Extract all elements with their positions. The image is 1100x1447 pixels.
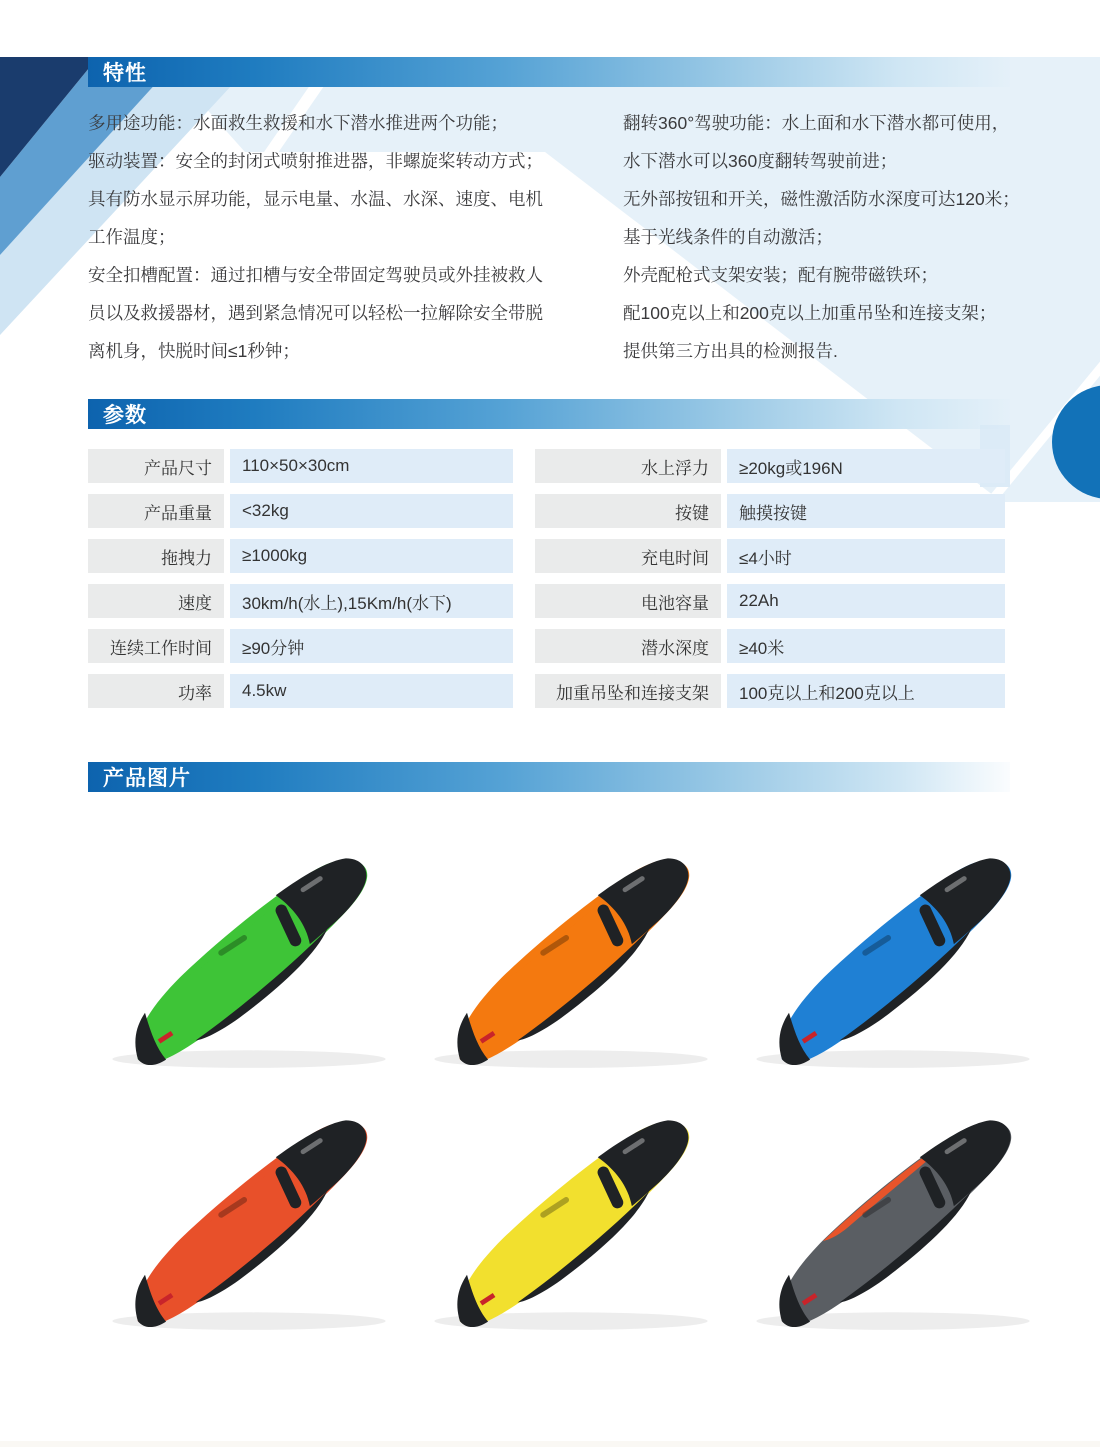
spec-table-right — [535, 449, 1005, 708]
feature-line: 水下潜水可以360度翻转驾驶前进； — [623, 151, 898, 171]
sea-scooter-illustration — [732, 842, 1054, 1082]
product-image-orange — [410, 838, 732, 1086]
feature-line: 提供第三方出具的检测报告. — [623, 341, 838, 361]
sea-scooter-illustration — [410, 1104, 732, 1344]
spec-label: 充电时间 — [535, 539, 721, 573]
spec-value: ≥1000kg — [230, 539, 513, 573]
sea-scooter-illustration — [88, 842, 410, 1082]
table-row — [88, 584, 513, 618]
spec-label: 产品尺寸 — [88, 449, 224, 483]
spec-table-left — [88, 449, 513, 708]
feature-line: 基于光线条件的自动激活； — [623, 227, 833, 247]
table-row — [535, 449, 1005, 483]
section-header-gallery — [88, 762, 1010, 792]
product-gallery — [88, 838, 1010, 1348]
table-row — [88, 629, 513, 663]
features-left-column — [88, 104, 575, 370]
table-row — [88, 449, 513, 483]
product-image-green — [88, 838, 410, 1086]
feature-line: 具有防水显示屏功能，显示电量、水温、水深、速度、电机 — [88, 189, 543, 209]
spec-label: 水上浮力 — [535, 449, 721, 483]
section-title-gallery: 产品图片 — [103, 767, 191, 790]
table-row — [535, 494, 1005, 528]
feature-line: 安全扣槽配置：通过扣槽与安全带固定驾驶员或外挂被救人 — [88, 265, 543, 285]
features-columns — [88, 104, 1020, 370]
section-header-features — [88, 57, 1010, 87]
product-image-blue — [732, 838, 1054, 1086]
spec-label: 速度 — [88, 584, 224, 618]
spec-tables — [88, 449, 1010, 708]
page-content — [0, 57, 1100, 1348]
feature-line: 离机身，快脱时间≤1秒钟； — [88, 341, 300, 361]
table-row — [88, 539, 513, 573]
feature-line: 工作温度； — [88, 227, 176, 247]
features-right-column — [623, 104, 1020, 370]
feature-line: 外壳配枪式支架安装；配有腕带磁铁环； — [623, 265, 938, 285]
product-image-yellow — [410, 1100, 732, 1348]
spec-value: ≥20kg或196N — [727, 449, 1005, 483]
product-image-gray — [732, 1100, 1054, 1348]
sea-scooter-illustration — [732, 1104, 1054, 1344]
spec-value: 100克以上和200克以上 — [727, 674, 1005, 708]
sea-scooter-illustration — [88, 1104, 410, 1344]
spec-value: ≥90分钟 — [230, 629, 513, 663]
feature-line: 员以及救援器材，遇到紧急情况可以轻松一拉解除安全带脱 — [88, 303, 543, 323]
table-row — [88, 494, 513, 528]
spec-value: 4.5kw — [230, 674, 513, 708]
table-row — [535, 539, 1005, 573]
section-title-features: 特性 — [103, 62, 147, 85]
spec-value: 触摸按键 — [727, 494, 1005, 528]
feature-line: 驱动装置：安全的封闭式喷射推进器，非螺旋桨转动方式； — [88, 151, 543, 171]
section-header-params — [88, 399, 1010, 429]
table-row — [535, 584, 1005, 618]
spec-label: 加重吊坠和连接支架 — [535, 674, 721, 708]
spec-value: ≤4小时 — [727, 539, 1005, 573]
table-row — [535, 674, 1005, 708]
spec-label: 拖拽力 — [88, 539, 224, 573]
feature-line: 翻转360°驾驶功能：水上面和水下潜水都可使用， — [623, 113, 1010, 133]
section-title-params: 参数 — [103, 404, 147, 427]
spec-value: 110×50×30cm — [230, 449, 513, 483]
decor-bottom-strip — [0, 1441, 1100, 1447]
feature-line: 无外部按钮和开关，磁性激活防水深度可达120米； — [623, 189, 1020, 209]
spec-value: ≥40米 — [727, 629, 1005, 663]
sea-scooter-illustration — [410, 842, 732, 1082]
spec-label: 产品重量 — [88, 494, 224, 528]
table-row — [88, 674, 513, 708]
spec-value: 22Ah — [727, 584, 1005, 618]
spec-value: <32kg — [230, 494, 513, 528]
spec-label: 功率 — [88, 674, 224, 708]
feature-line: 配100克以上和200克以上加重吊坠和连接支架； — [623, 303, 997, 323]
spec-label: 电池容量 — [535, 584, 721, 618]
spec-label: 连续工作时间 — [88, 629, 224, 663]
spec-label: 潜水深度 — [535, 629, 721, 663]
spec-label: 按键 — [535, 494, 721, 528]
spec-value: 30km/h(水上),15Km/h(水下) — [230, 584, 513, 618]
feature-line: 多用途功能：水面救生救援和水下潜水推进两个功能； — [88, 113, 508, 133]
table-row — [535, 629, 1005, 663]
product-image-red — [88, 1100, 410, 1348]
